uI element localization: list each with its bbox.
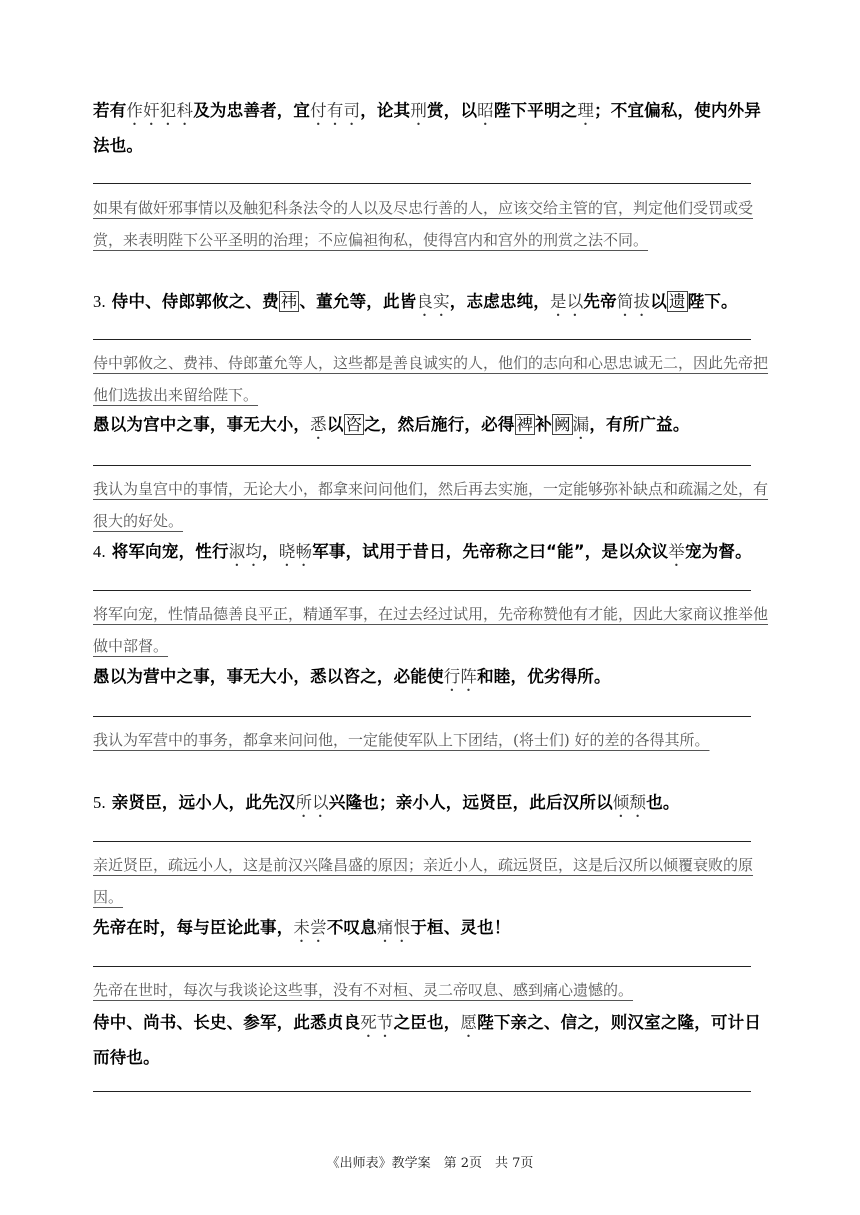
text-segment: 先帝	[583, 292, 617, 311]
emphasized-term: 举	[668, 542, 685, 561]
boxed-character: 祎	[280, 292, 298, 311]
text-segment: 陛下亲之、信之，则汉室之隆，可计日而待也。	[93, 1013, 762, 1067]
text-segment: 若有	[93, 101, 127, 120]
emphasized-term: 淑均	[228, 542, 263, 561]
text-segment: 军事，试用于昔日，先帝称之曰“能”，是以众议	[312, 542, 669, 561]
answer-blank-line	[93, 841, 751, 842]
text-segment: 宠为督。	[685, 542, 752, 561]
answer-blank-line	[93, 1091, 751, 1092]
emphasized-term: 倾颓	[612, 793, 647, 812]
emphasized-term: 刑	[410, 101, 428, 120]
answer-text-4b: 我认为军营中的事务，都拿来问问他，一定能使军队上下团结，(将士们) 好的差的各得其所。	[93, 731, 710, 749]
text-segment: ，论其	[360, 101, 411, 120]
question-text-3b	[93, 408, 773, 443]
text-segment: ，志虑忠纯，	[449, 292, 550, 311]
text-segment: 也。	[646, 793, 680, 812]
emphasized-term: 行阵	[443, 667, 478, 686]
emphasized-term: 付有司	[310, 101, 361, 120]
text-segment: 将军向宠，性行	[111, 542, 229, 561]
text-segment: 于桓、灵也！	[410, 918, 511, 937]
emphasized-term: 愿	[460, 1013, 478, 1032]
emphasized-term: 痛恨	[376, 918, 411, 937]
emphasized-term: 未尝	[293, 918, 327, 937]
question-text-5c	[93, 1006, 773, 1075]
text-segment: 愚以为宫中之事，事无大小，	[93, 415, 311, 434]
emphasized-term: 理	[577, 101, 595, 120]
boxed-character: 裨	[516, 415, 534, 434]
answer-text-5b: 先帝在世时，每次与我谈论这些事，没有不对桓、灵二帝叹息、感到痛心遗憾的。	[93, 981, 634, 999]
emphasized-term: 悉	[310, 415, 327, 434]
text-segment: ，有所广益。	[589, 415, 690, 434]
text-segment: 兴隆也；亲小人，远贤臣，此后汉所以	[328, 793, 613, 812]
answer-blank-line	[93, 183, 751, 184]
text-segment: 以	[650, 292, 667, 311]
boxed-character: 咨	[345, 415, 363, 434]
text-segment: 不叹息	[326, 918, 377, 937]
text-segment: 之臣也，	[393, 1013, 461, 1032]
text-segment: 亲贤臣，远小人，此先汉	[111, 793, 296, 812]
boxed-character: 遗	[668, 292, 686, 311]
question-text-3	[93, 285, 773, 320]
text-segment: 先帝在时，每与臣论此事，	[93, 918, 294, 937]
text-segment: 赏，以	[427, 101, 478, 120]
text-segment: 和睦，优劣得所。	[477, 667, 611, 686]
question-text-5	[93, 786, 773, 821]
answer-text-5: 亲近贤臣，疏远小人，这是前汉兴隆昌盛的原因；亲近小人，疏远贤臣，这是后汉所以倾覆衰败的原因。	[93, 856, 754, 906]
page-footer: 《出师表》教学案 第 2页 共 7页	[326, 1156, 534, 1171]
text-segment: 陛下。	[687, 292, 738, 311]
answer-blank-line	[93, 716, 751, 717]
text-segment: 侍中、尚书、长史、参军，此悉贞良	[93, 1013, 361, 1032]
text-segment: 愚以为营中之事，事无大小，悉以咨之，必能使	[93, 667, 444, 686]
text-segment: ；不宜偏私，使内外异法也。	[93, 101, 762, 155]
text-segment: 之，然后施行，必得	[364, 415, 515, 434]
text-segment: 陛下平明之	[493, 101, 578, 120]
question-number: 3.	[93, 292, 106, 311]
answer-blank-line	[93, 339, 751, 340]
answer-text-3: 侍中郭攸之、费祎、侍郎董允等人，这些都是善良诚实的人，他们的志向和心思忠诚无二，因此先帝把他们选拔出来留给陛下。	[93, 354, 769, 404]
emphasized-term: 漏	[572, 415, 590, 434]
text-segment: 侍中、侍郎郭攸之、费	[111, 292, 279, 311]
emphasized-term: 死节	[360, 1013, 394, 1032]
emphasized-term: 简拔	[616, 292, 651, 311]
question-number: 5.	[93, 793, 106, 812]
answer-blank-line	[93, 966, 751, 967]
answer-text-1: 如果有做奸邪事情以及触犯科条法令的人以及尽忠行善的人，应该交给主管的官，判定他们受罚或受赏，来表明陛下公平圣明的治理；不应偏袒徇私，使得宫内和宫外的刑赏之法不同。	[93, 199, 754, 249]
answer-blank-line	[93, 590, 751, 591]
question-text-4b	[93, 660, 773, 695]
text-segment: ，	[262, 542, 279, 561]
emphasized-term: 作奸犯科	[126, 101, 194, 120]
answer-blank-line	[93, 465, 751, 466]
emphasized-term: 所以	[295, 793, 329, 812]
question-number: 4.	[93, 542, 106, 561]
emphasized-term: 晓畅	[278, 542, 313, 561]
question-text-4	[93, 535, 773, 570]
emphasized-term: 是以	[550, 292, 584, 311]
answer-text-4: 将军向宠，性情品德善良平正，精通军事，在过去经过试用，先帝称赞他有才能，因此大家商议推举他做中部督。	[93, 605, 769, 655]
text-segment: 以	[326, 415, 344, 434]
text-segment: 及为忠善者，宜	[193, 101, 311, 120]
emphasized-term: 良实	[416, 292, 450, 311]
answer-text-3b: 我认为皇宫中的事情，无论大小，都拿来问问他们，然后再去实施，一定能够弥补缺点和疏漏之处，有很大的好处。	[93, 480, 769, 530]
question-text-5b	[93, 911, 773, 946]
emphasized-term: 昭	[477, 101, 494, 120]
text-segment: 、董允等，此皆	[299, 292, 417, 311]
text-segment: 补	[535, 415, 552, 434]
boxed-character: 阙	[553, 415, 571, 434]
question-text-1	[93, 94, 773, 163]
